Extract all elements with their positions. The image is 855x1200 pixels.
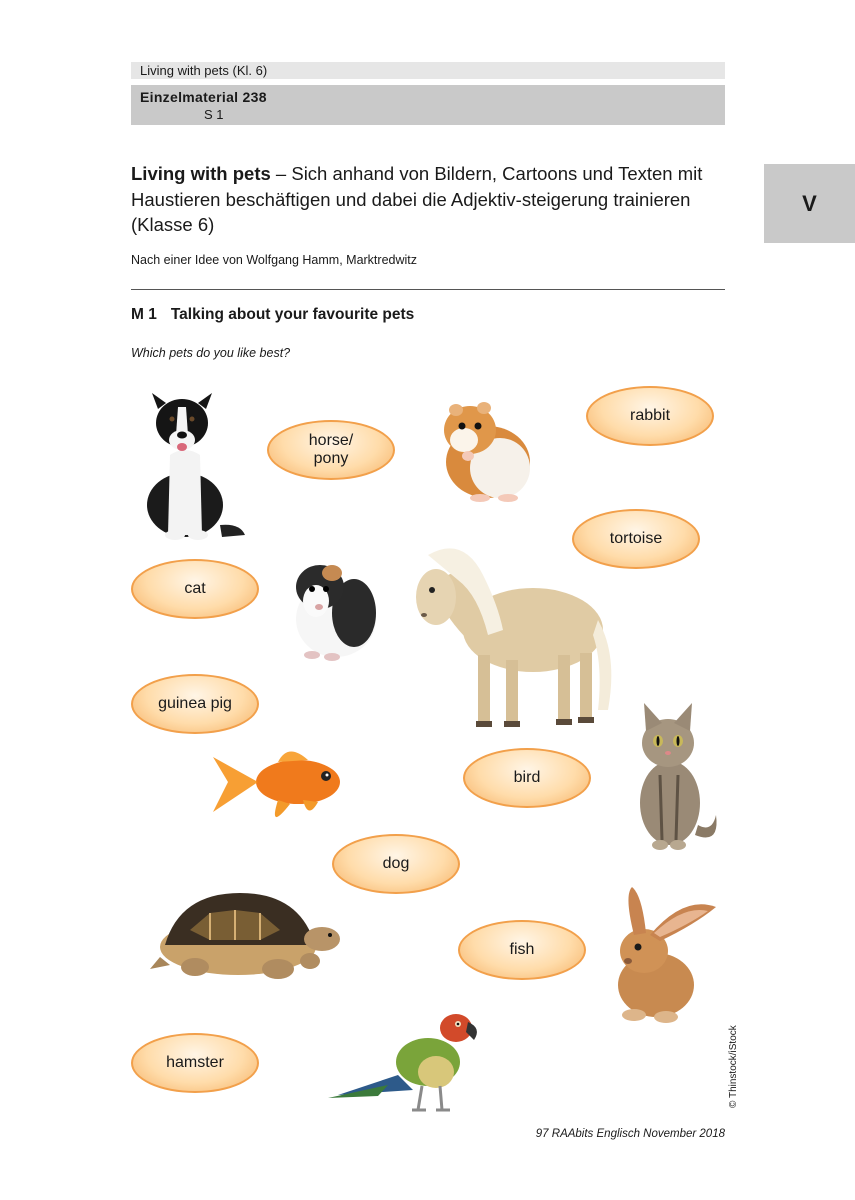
header-page: S 1 bbox=[204, 107, 224, 122]
footer: 97 RAAbits Englisch November 2018 bbox=[535, 1128, 725, 1140]
author-line: Nach einer Idee von Wolfgang Hamm, Marktredwitz bbox=[131, 253, 417, 267]
pony-image bbox=[408, 535, 618, 735]
label-rabbit[interactable]: rabbit bbox=[586, 386, 714, 446]
guinea-pig-image bbox=[286, 553, 378, 665]
goldfish-image bbox=[208, 742, 353, 837]
page-title bbox=[131, 161, 731, 238]
label-tortoise[interactable]: tortoise bbox=[572, 509, 700, 569]
header-material: Einzelmaterial 238 bbox=[140, 89, 267, 105]
tortoise-image bbox=[150, 885, 345, 995]
label-cat[interactable]: cat bbox=[131, 559, 259, 619]
rabbit-image bbox=[604, 885, 724, 1025]
parrot-image bbox=[318, 1000, 483, 1120]
label-hamster[interactable]: hamster bbox=[131, 1033, 259, 1093]
image-credit: © Thinstock/iStock bbox=[728, 1025, 739, 1108]
section-heading bbox=[131, 306, 414, 324]
side-tab-label: V bbox=[802, 191, 817, 216]
label-dog[interactable]: dog bbox=[332, 834, 460, 894]
title-bold: Living with pets bbox=[131, 163, 271, 184]
header-material-bar bbox=[131, 85, 725, 125]
dog-image bbox=[130, 385, 250, 545]
label-bird[interactable]: bird bbox=[463, 748, 591, 808]
label-horse-pony[interactable]: horse/ pony bbox=[267, 420, 395, 480]
cat-image bbox=[620, 695, 725, 855]
label-guinea-pig[interactable]: guinea pig bbox=[131, 674, 259, 734]
title-rest: – Sich anhand von Bildern, Cartoons und Texten mit Haustieren beschäftigen und dabei die Adjektiv-steigerung trainieren (Klasse 6) bbox=[131, 163, 703, 235]
header-series: Living with pets (Kl. 6) bbox=[140, 63, 268, 78]
section-title: Talking about your favourite pets bbox=[170, 306, 415, 323]
section-number: M 1 bbox=[131, 306, 157, 323]
side-tab bbox=[764, 164, 855, 243]
label-fish[interactable]: fish bbox=[458, 920, 586, 980]
divider bbox=[131, 289, 725, 290]
question: Which pets do you like best? bbox=[131, 346, 291, 360]
header-series-bar bbox=[131, 62, 725, 79]
hamster-image bbox=[428, 382, 578, 512]
